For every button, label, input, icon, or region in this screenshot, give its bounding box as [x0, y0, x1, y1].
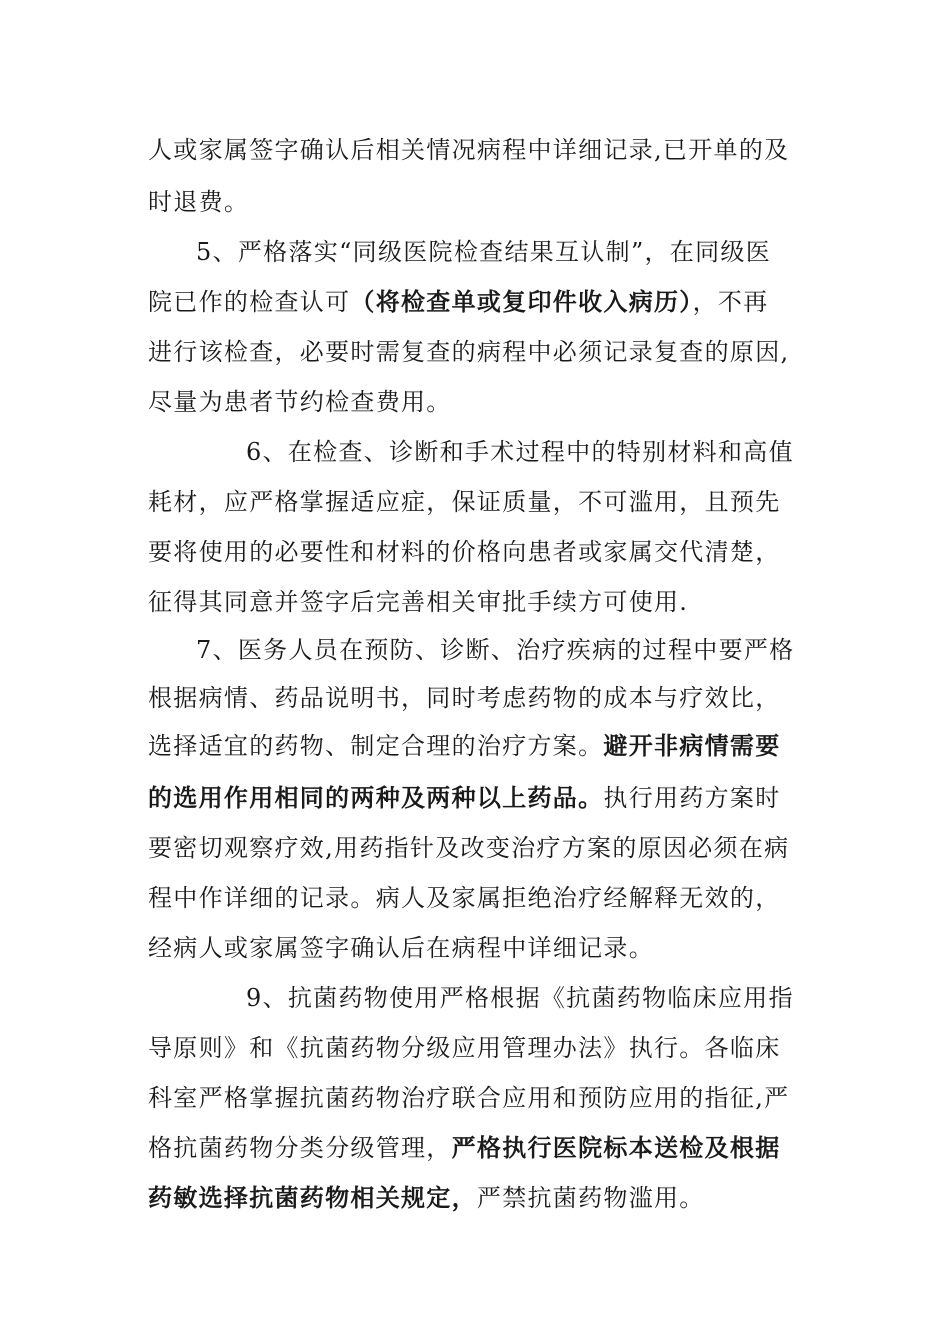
bold-text-run: 严格执行医院标本送检及根据	[451, 1133, 781, 1162]
text-run: 导原则》和《抗菌药物分级应用管理办法》执行。各临床	[148, 1034, 781, 1062]
text-line	[148, 1120, 800, 1176]
text-run: 格抗菌药物分类分级管理，	[148, 1134, 452, 1162]
text-run: 9、抗菌药物使用严格根据《抗菌药物临床应用指	[246, 984, 794, 1012]
text-line	[148, 718, 800, 774]
bold-text-run: 的选用作用相同的两种及两种以上药品。	[148, 783, 604, 812]
text-run: 6、在检查、诊断和手术过程中的特别材料和高值	[246, 438, 794, 466]
text-line	[196, 224, 800, 280]
text-line	[148, 1170, 800, 1226]
text-line	[148, 820, 800, 876]
text-run: 经病人或家属签字确认后在病程中详细记录。	[148, 934, 654, 962]
text-line	[148, 1070, 800, 1126]
text-run: 要密切观察疗效,用药指针及改变治疗方案的原因必须在病	[148, 834, 790, 862]
text-run: 院已作的检查认可	[148, 288, 351, 316]
text-run: 尽量为患者节约检查费用。	[148, 388, 452, 416]
text-run: 科室严格掌握抗菌药物治疗联合应用和预防应用的指征,严	[148, 1084, 790, 1112]
text-run: 7、医务人员在预防、诊断、治疗疾病的过程中要严格	[196, 636, 795, 664]
text-line	[148, 1020, 800, 1076]
text-line	[148, 274, 800, 330]
text-run: 严禁抗菌药物滥用。	[476, 1184, 705, 1212]
text-run: 时退费。	[148, 188, 250, 216]
text-run: 5、严格落实“同级医院检查结果互认制”，在同级医	[196, 238, 772, 266]
text-run: 根据病情、药品说明书，同时考虑药物的成本与疗效比，	[148, 684, 781, 712]
text-line	[148, 324, 800, 380]
text-line	[246, 424, 800, 480]
text-run: 程中作详细的记录。病人及家属拒绝治疗经解释无效的，	[148, 884, 781, 912]
text-line	[148, 122, 800, 178]
text-line	[148, 870, 800, 926]
text-run: 人或家属签字确认后相关情况病程中详细记录,已开单的及	[148, 136, 790, 164]
text-run: 执行用药方案时	[603, 784, 781, 812]
text-run: 耗材，应严格掌握适应症，保证质量，不可滥用，且预先	[148, 488, 781, 516]
text-run: 征得其同意并签字后完善相关审批手续方可使用.	[148, 588, 689, 616]
bold-text-run: （将检查单或复印件收入病历）	[350, 287, 693, 316]
text-line	[148, 374, 800, 430]
text-line	[148, 524, 800, 580]
bold-text-run: 药敏选择抗菌药物相关规定，	[148, 1183, 477, 1212]
text-run: ，不再	[692, 288, 769, 316]
text-line	[148, 474, 800, 530]
text-run: 选择适宜的药物、制定合理的治疗方案。	[148, 732, 604, 760]
text-line	[246, 970, 800, 1026]
text-run: 进行该检查，必要时需复查的病程中必须记录复查的原因,	[148, 338, 790, 366]
text-line	[148, 770, 800, 826]
bold-text-run: 避开非病情需要	[603, 731, 781, 760]
text-run: 要将使用的必要性和材料的价格向患者或家属交代清楚，	[148, 538, 781, 566]
text-line	[148, 920, 800, 976]
text-line	[148, 174, 800, 230]
